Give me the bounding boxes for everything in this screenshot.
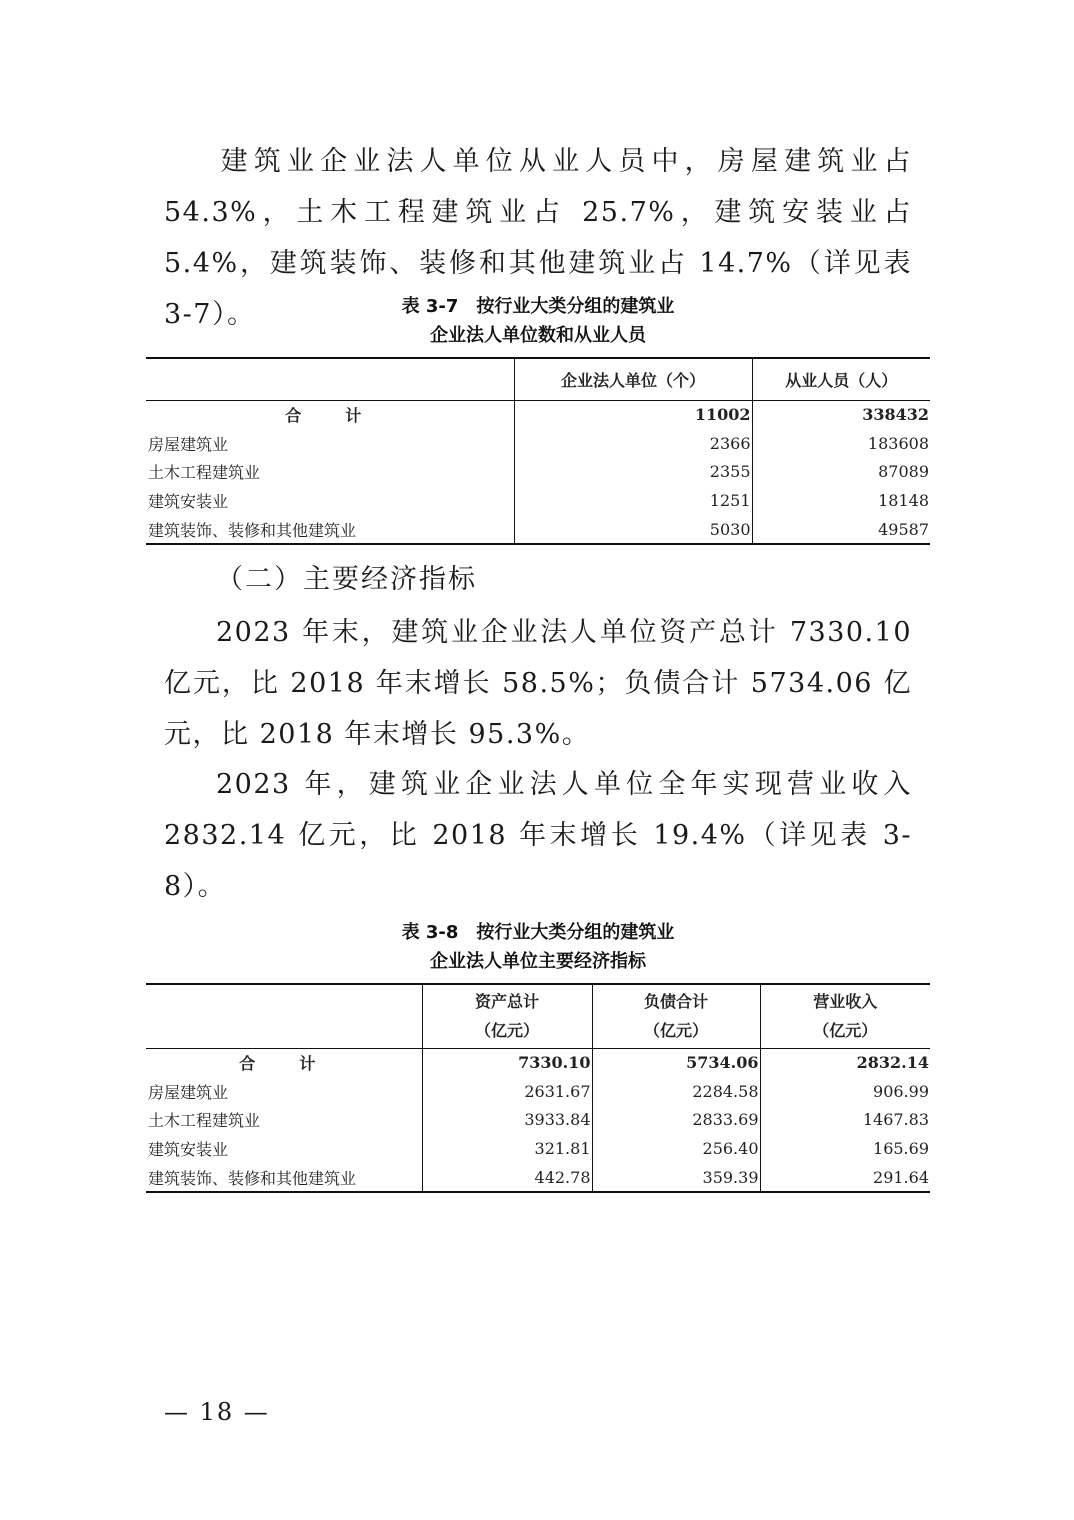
cell-employees: 49587 — [752, 515, 930, 545]
paragraph-text: 2023 年末，建筑业企业法人单位资产总计 7330.10 亿元，比 2018 年末增长 58.5%；负债合计 5734.06 亿元，比 2018 年末增长 95.3%。 — [164, 617, 912, 750]
cell-revenue: 291.64 — [760, 1163, 930, 1193]
table-3-8-caption-line1: 表 3-8 按行业大类分组的建筑业 — [401, 922, 675, 943]
table-header-blank — [146, 358, 514, 400]
table-3-8-caption-line2: 企业法人单位主要经济指标 — [430, 951, 646, 972]
cell-units: 5030 — [514, 515, 752, 545]
cell-units: 2355 — [514, 458, 752, 487]
row-label: 土木工程建筑业 — [148, 1111, 261, 1131]
row-label: 房屋建筑业 — [148, 1082, 229, 1102]
table-row-total — [146, 1048, 930, 1077]
paragraph-revenue — [164, 759, 912, 912]
table-row — [146, 1163, 930, 1193]
table-header-units: 企业法人单位（个） — [514, 358, 752, 400]
table-header-revenue — [760, 984, 930, 1048]
cell-units: 2366 — [514, 429, 752, 458]
paragraph-text: 建筑业企业法人单位从业人员中，房屋建筑业占 54.3%，土木工程建筑业占 25.7%，建筑安装业占 5.4%，建筑装饰、装修和其他建筑业占 14.7%（详见表 3-7）。 — [164, 146, 912, 330]
table-3-7 — [146, 357, 930, 545]
table-3-7-caption-line1: 表 3-7 按行业大类分组的建筑业 — [401, 296, 675, 317]
cell-units: 11002 — [514, 400, 752, 429]
paragraph-text: 2023 年，建筑业企业法人单位全年实现营业收入 2832.14 亿元，比 2018 年末增长 19.4%（详见表 3-8）。 — [164, 769, 912, 902]
cell-employees: 87089 — [752, 458, 930, 487]
table-row — [146, 458, 930, 487]
cell-assets: 321.81 — [422, 1134, 592, 1163]
table-3-7-caption-line2: 企业法人单位数和从业人员 — [430, 325, 646, 346]
header-unit: （亿元） — [813, 1021, 878, 1041]
row-label: 建筑装饰、装修和其他建筑业 — [146, 515, 514, 545]
cell-employees: 338432 — [752, 400, 930, 429]
table-header-employees: 从业人员（人） — [752, 358, 930, 400]
cell-revenue: 1467.83 — [760, 1106, 930, 1135]
header-line: 负债合计 — [643, 992, 708, 1012]
table-header-liabilities — [592, 984, 760, 1048]
cell-assets: 3933.84 — [422, 1106, 592, 1135]
cell-liabilities: 2833.69 — [592, 1106, 760, 1135]
header-unit: （亿元） — [643, 1021, 708, 1041]
table-row-total — [146, 400, 930, 429]
row-label: 合 计 — [285, 406, 376, 426]
row-label: 房屋建筑业 — [148, 434, 229, 454]
header-unit: （亿元） — [474, 1021, 539, 1041]
cell-assets: 442.78 — [422, 1163, 592, 1193]
cell-units: 1251 — [514, 486, 752, 515]
row-label: 合 计 — [239, 1054, 330, 1074]
row-label: 建筑安装业 — [148, 1140, 229, 1160]
table-row — [146, 515, 930, 545]
row-label: 建筑安装业 — [148, 492, 229, 512]
table-row — [146, 1134, 930, 1163]
cell-employees: 183608 — [752, 429, 930, 458]
cell-revenue: 2832.14 — [760, 1048, 930, 1077]
cell-liabilities: 256.40 — [592, 1134, 760, 1163]
table-header-blank — [146, 984, 422, 1048]
cell-assets: 2631.67 — [422, 1077, 592, 1106]
header-line: 资产总计 — [474, 992, 539, 1012]
cell-liabilities: 359.39 — [592, 1163, 760, 1193]
table-3-8 — [146, 983, 930, 1193]
section-heading: （二）主要经济指标 — [216, 564, 477, 595]
cell-revenue: 165.69 — [760, 1134, 930, 1163]
table-row — [146, 429, 930, 458]
cell-liabilities: 2284.58 — [592, 1077, 760, 1106]
cell-employees: 18148 — [752, 486, 930, 515]
table-row — [146, 1077, 930, 1106]
cell-revenue: 906.99 — [760, 1077, 930, 1106]
row-label: 土木工程建筑业 — [148, 463, 261, 483]
cell-liabilities: 5734.06 — [592, 1048, 760, 1077]
header-line: 营业收入 — [813, 992, 878, 1012]
paragraph-assets-liabilities — [164, 607, 912, 760]
table-row — [146, 1106, 930, 1135]
cell-assets: 7330.10 — [422, 1048, 592, 1077]
table-header-assets — [422, 984, 592, 1048]
table-row — [146, 486, 930, 515]
row-label: 建筑装饰、装修和其他建筑业 — [146, 1163, 422, 1193]
page-number: — 18 — — [164, 1398, 270, 1426]
